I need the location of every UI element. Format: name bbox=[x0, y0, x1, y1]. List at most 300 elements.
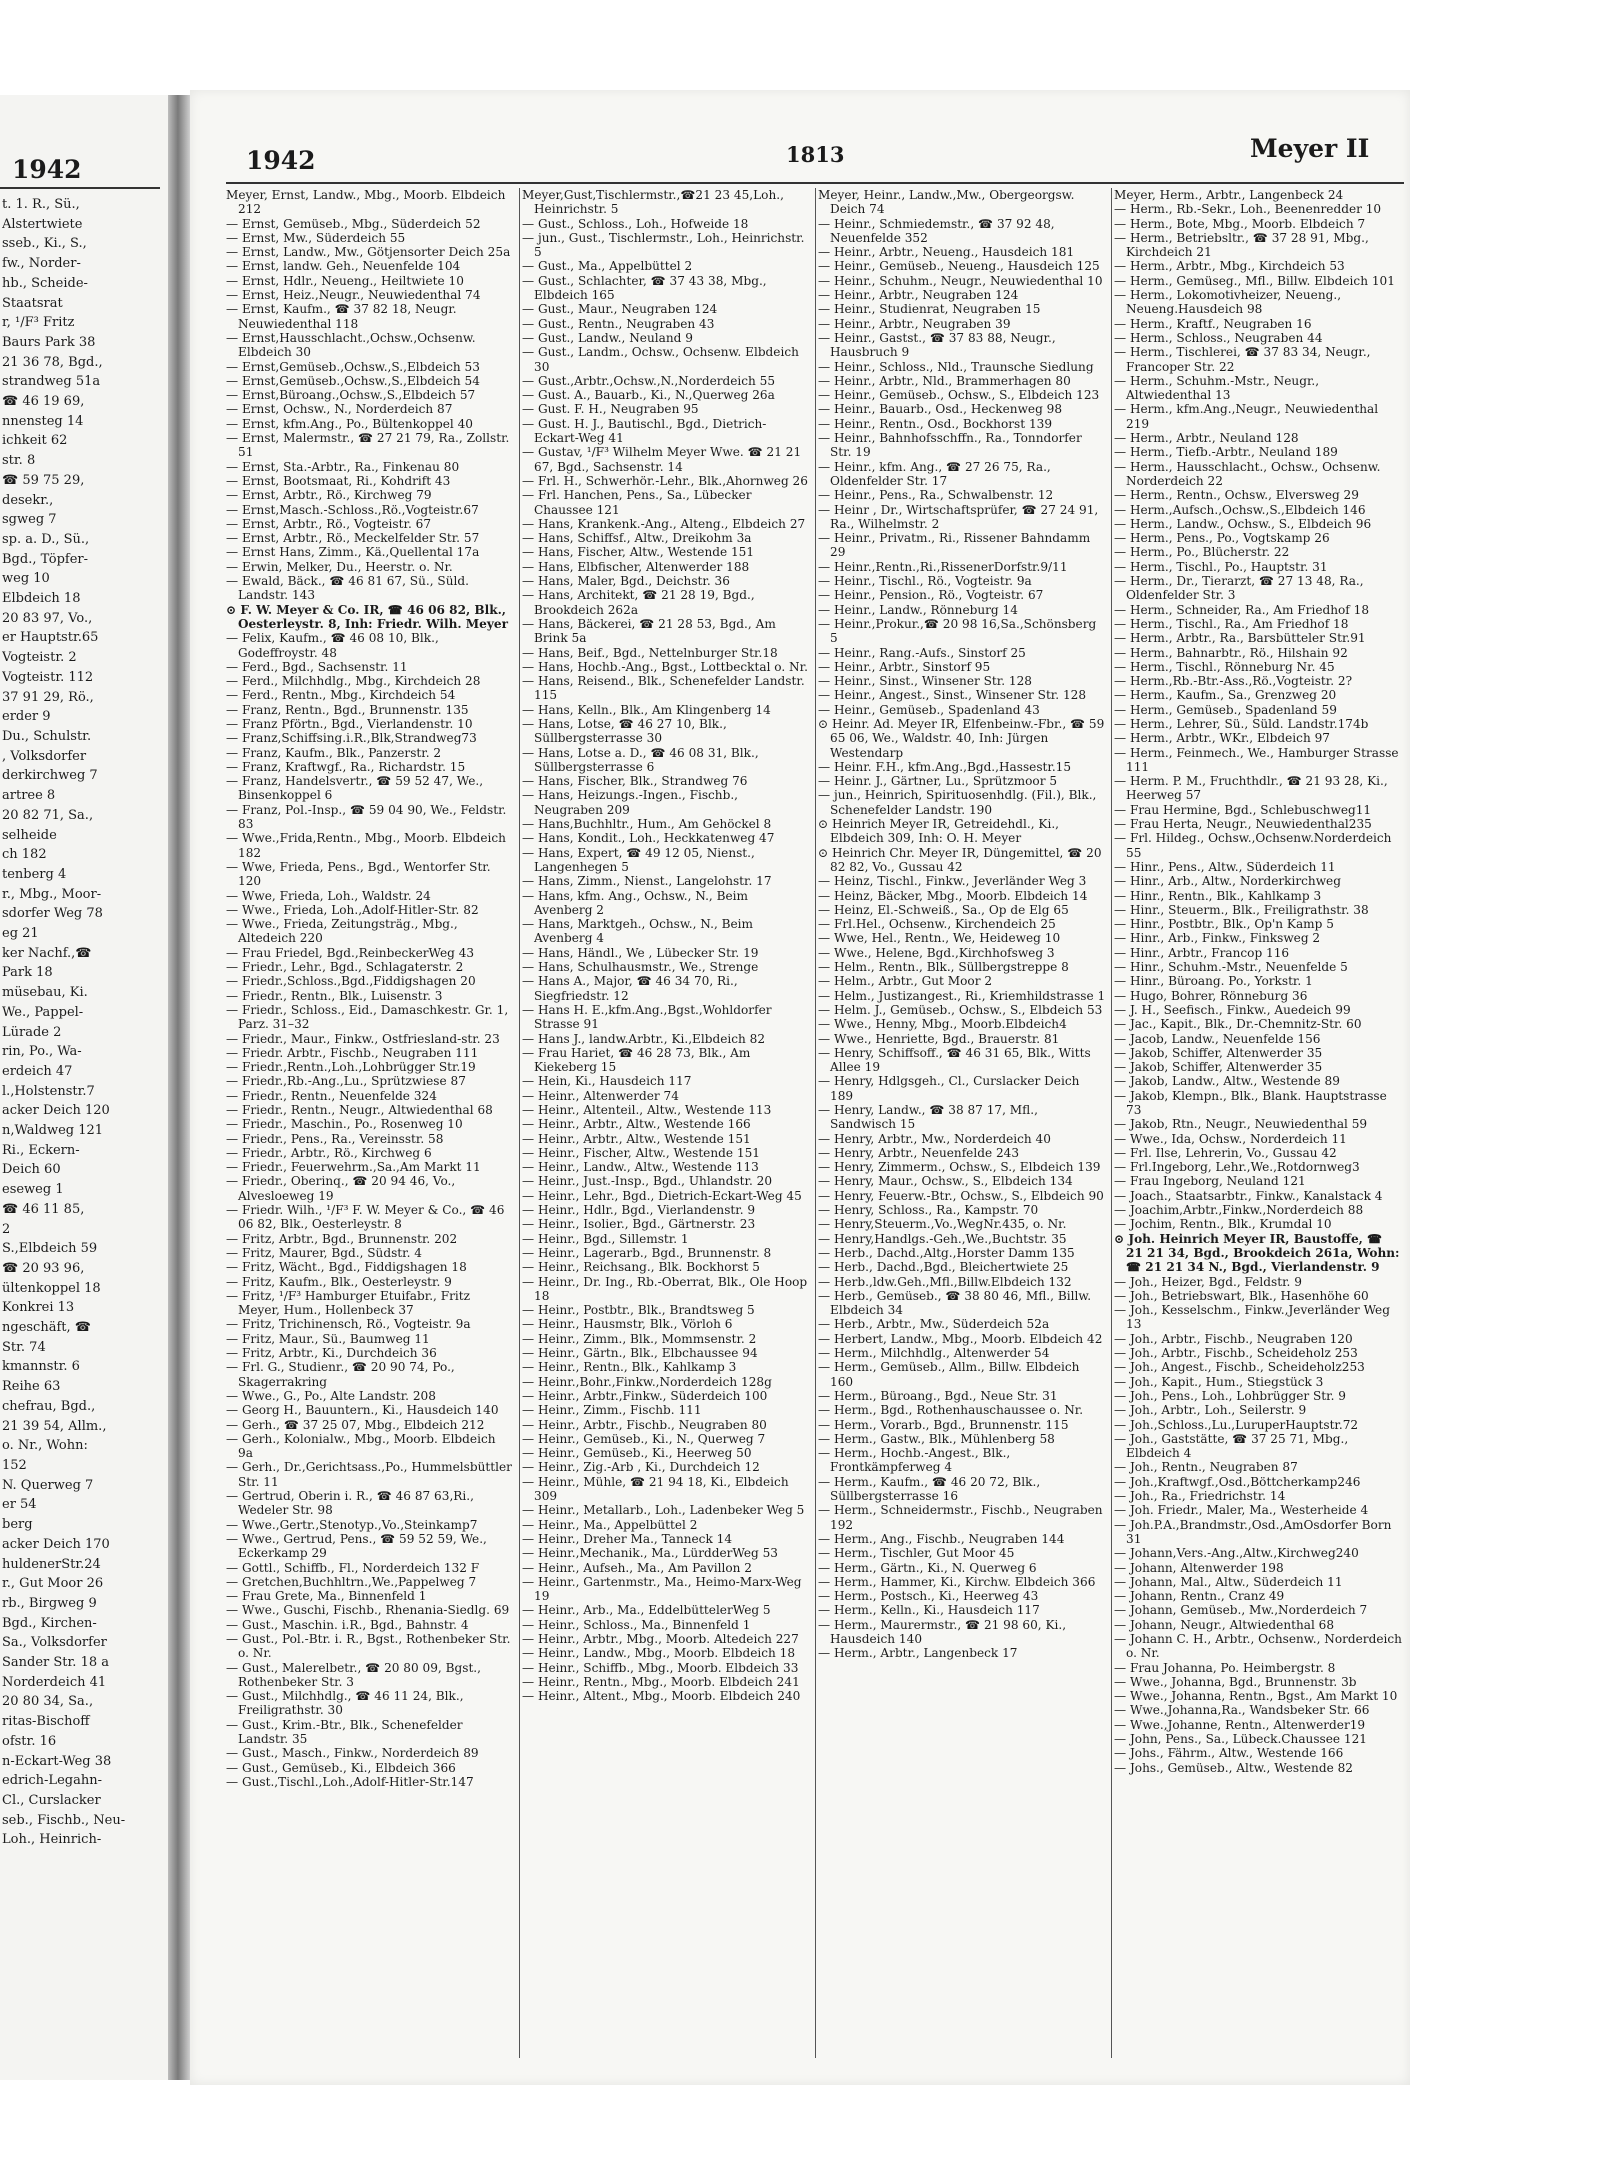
directory-entry: — Heinr., Dr. Ing., Rb.-Oberrat, Blk., Ole Hoop 18 bbox=[522, 1274, 808, 1303]
directory-entry: — Gust.,Arbtr.,Ochsw.,N.,Norderdeich 55 bbox=[522, 373, 776, 388]
left-page-line: ker Nachf.,☎ bbox=[2, 945, 92, 961]
directory-entry: — Herm., Arbtr., Mbg., Kirchdeich 53 bbox=[1114, 259, 1345, 274]
left-page-line: ültenkoppel 18 bbox=[2, 1280, 101, 1296]
directory-entry: — Herm., Betriebsltr., ☎ 37 28 91, Mbg., Kirchdeich 21 bbox=[1114, 230, 1369, 260]
directory-entry: — Friedr., Feuerwehrm.,Sa.,Am Markt 11 bbox=[226, 1160, 481, 1175]
directory-entry: — Heinr., Aufseh., Ma., Am Pavillon 2 bbox=[522, 1560, 752, 1575]
directory-entry: — Hans, Lotse, ☎ 46 27 10, Blk., Süllbergsterrasse 30 bbox=[522, 716, 727, 746]
directory-entry: — Gust., Ma., Appelbüttel 2 bbox=[522, 259, 693, 274]
directory-entry: — Hans, Lotse a. D., ☎ 46 08 31, Blk., Süllbergsterrasse 6 bbox=[522, 745, 759, 774]
directory-entry: — Wwe, Frieda, Pens., Bgd., Wentorfer Str. 120 bbox=[226, 859, 491, 889]
left-page-line: Reihe 63 bbox=[2, 1379, 61, 1395]
left-page-line: 20 82 71, Sa., bbox=[2, 807, 94, 823]
directory-entry: — Fritz, ¹/F³ Hamburger Etuifabr., Fritz Meyer, Hum., Hollenbeck 37 bbox=[226, 1288, 470, 1318]
directory-entry: — Frl.Ingeborg, Lehr.,We.,Rotdornweg3 bbox=[1114, 1160, 1360, 1175]
directory-entry: — Heinr., Arbtr., Sinstorf 95 bbox=[818, 659, 991, 674]
directory-entry: — jun., Gust., Tischlermstr., Loh., Heinrichstr. 5 bbox=[522, 230, 805, 260]
directory-column-4 bbox=[1114, 188, 1402, 2058]
directory-entry: — Heinr., Arbtr., Neugraben 124 bbox=[818, 288, 1019, 303]
directory-entry: — Heinr., Landw., Mbg., Moorb. Elbdeich 18 bbox=[522, 1646, 796, 1661]
page-number: 1813 bbox=[786, 142, 845, 167]
directory-entry: — Herm., Gemüseb., Allm., Billw. Elbdeich 160 bbox=[818, 1360, 1080, 1389]
left-page-line: hb., Scheide- bbox=[2, 275, 88, 291]
directory-entry: — Heinr., Sinst., Winsener Str. 128 bbox=[818, 674, 1033, 689]
left-page-header: 1942 bbox=[12, 155, 82, 184]
left-page-line: nnensteg 14 bbox=[2, 413, 84, 429]
directory-entry: — Herm.,Rb.-Btr.-Ass.,Rö.,Vogteistr. 2? bbox=[1114, 674, 1353, 689]
left-page-line: weg 10 bbox=[2, 571, 50, 587]
directory-entry: — Herm., Arbtr., Ra., Barsbütteler Str.91 bbox=[1114, 631, 1366, 646]
directory-entry: — Jac., Kapit., Blk., Dr.-Chemnitz-Str. 60 bbox=[1114, 1017, 1362, 1032]
left-page-line: eseweg 1 bbox=[2, 1182, 64, 1198]
directory-entry: — Gust., Masch., Finkw., Norderdeich 89 bbox=[226, 1746, 479, 1761]
directory-entry: — Frau Johanna, Po. Heimbergstr. 8 bbox=[1114, 1660, 1336, 1675]
directory-entry: — Franz, Pol.-Insp., ☎ 59 04 90, We., Feldstr. 83 bbox=[226, 802, 507, 832]
directory-entry: — Heinr., Zimm., Fischb. 111 bbox=[522, 1403, 702, 1418]
left-page-line: er 54 bbox=[2, 1497, 37, 1513]
left-page-line: ☎ 20 93 96, bbox=[2, 1260, 85, 1276]
directory-entry: — Herm., Kaufm., ☎ 46 20 72, Blk., Süllbergsterrasse 16 bbox=[818, 1474, 1041, 1504]
left-page-line: Norderdeich 41 bbox=[2, 1674, 107, 1690]
directory-entry: — Heinr., Zimm., Blk., Mommsenstr. 2 bbox=[522, 1331, 757, 1346]
directory-entry: — Henry, Landw., ☎ 38 87 17, Mfl., Sandwisch 15 bbox=[818, 1103, 1038, 1132]
left-page-line: derkirchweg 7 bbox=[2, 768, 98, 784]
directory-entry: — Joh., Kesselschm., Finkw.,Jeverländer Weg 13 bbox=[1114, 1303, 1390, 1332]
directory-entry: — Friedr., Rentn., Neugr., Altwiedenthal 68 bbox=[226, 1103, 493, 1117]
directory-entry: — Friedr., Rentn., Blk., Luisenstr. 3 bbox=[226, 988, 443, 1003]
directory-entry: — Ferd., Milchhdlg., Mbg., Kirchdeich 28 bbox=[226, 674, 481, 689]
directory-entry: — Herm., Gastw., Blk., Mühlenberg 58 bbox=[818, 1431, 1055, 1446]
directory-entry: — Hans, Hochb.-Ang., Bgst., Lottbecktal o. Nr. bbox=[522, 659, 808, 674]
directory-entry: — Frl.Hel., Ochsenw., Kirchendeich 25 bbox=[818, 917, 1056, 932]
directory-entry: — Heinr., Dreher Ma., Tanneck 14 bbox=[522, 1531, 733, 1546]
directory-entry: — Herm., Vorarb., Bgd., Brunnenstr. 115 bbox=[818, 1417, 1069, 1432]
left-page-line: sseb., Ki., S., bbox=[2, 236, 87, 252]
directory-entry: — Friedr.,Rentn.,Loh.,Lohbrügger Str.19 bbox=[226, 1060, 476, 1075]
directory-entry: Meyer,Gust,Tischlermstr.,☎21 23 45,Loh., Heinrichstr. 5 bbox=[522, 188, 784, 217]
directory-entry: — Henry, Arbtr., Mw., Norderdeich 40 bbox=[818, 1131, 1051, 1146]
directory-entry: — Wwe., Johanna, Rentn., Bgst., Am Markt 10 bbox=[1114, 1689, 1398, 1704]
directory-entry: — Hinr., Arbtr., Francop 116 bbox=[1114, 945, 1290, 960]
directory-entry: — Henry,Handlgs.-Geh.,We.,Buchtstr. 35 bbox=[818, 1231, 1067, 1246]
directory-entry: — Hans, Kondit., Loh., Heckkatenweg 47 bbox=[522, 831, 775, 846]
directory-entry: — Herm., Hausschlacht., Ochsw., Ochsenw. Norderdeich 22 bbox=[1114, 459, 1381, 488]
directory-entry: — Herm., Gemüseg., Mfl., Billw. Elbdeich 101 bbox=[1114, 273, 1395, 288]
directory-entry: — Ernst, Arbtr., Rö., Kirchweg 79 bbox=[226, 488, 432, 503]
left-page-line: ☎ 59 75 29, bbox=[2, 472, 85, 488]
directory-entry: — Ewald, Bäck., ☎ 46 81 67, Sü., Süld. Landstr. 143 bbox=[226, 574, 469, 603]
directory-entry: — Ferd., Rentn., Mbg., Kirchdeich 54 bbox=[226, 688, 456, 703]
directory-entry: — Frl. H., Schwerhör.-Lehr., Blk.,Ahornweg 26 bbox=[522, 473, 808, 488]
left-page-line: Lürade 2 bbox=[2, 1024, 62, 1040]
left-page-line: Str. 74 bbox=[2, 1339, 46, 1355]
left-page-line: 20 80 34, Sa., bbox=[2, 1694, 94, 1710]
directory-entry: — Ernst, Hdlr., Neueng., Heiltwiete 10 bbox=[226, 273, 464, 288]
directory-entry: — J. H., Seefisch., Finkw., Auedeich 99 bbox=[1114, 1002, 1351, 1017]
directory-entry: — Heinr., Landw., Rönneburg 14 bbox=[818, 602, 1018, 617]
directory-entry: — Heinr., Privatm., Ri., Rissener Bahndamm 29 bbox=[818, 531, 1091, 560]
directory-entry: — Hein, Ki., Hausdeich 117 bbox=[522, 1074, 692, 1089]
directory-entry: — Heinr., Schiffb., Mbg., Moorb. Elbdeich 33 bbox=[522, 1660, 799, 1675]
directory-entry: — Franz, Rentn., Bgd., Brunnenstr. 135 bbox=[226, 702, 469, 717]
directory-entry: — Jakob, Rtn., Neugr., Neuwiedenthal 59 bbox=[1114, 1117, 1368, 1132]
directory-entry: — Wwe.,Gertr.,Stenotyp.,Vo.,Steinkamp7 bbox=[226, 1517, 478, 1532]
directory-entry: — Herm., Po., Blücherstr. 22 bbox=[1114, 545, 1290, 560]
directory-entry: — Helm., Arbtr., Gut Moor 2 bbox=[818, 974, 993, 989]
directory-entry: — Wwe, Frieda, Loh., Waldstr. 24 bbox=[226, 888, 431, 903]
directory-entry: — Friedr., Maschin., Po., Rosenweg 10 bbox=[226, 1117, 463, 1132]
directory-entry: — Heinr., Arbtr., Mbg., Moorb. Altedeich 227 bbox=[522, 1631, 799, 1646]
column-divider bbox=[519, 188, 520, 2058]
directory-entry: — Herm., Postsch., Ki., Heerweg 43 bbox=[818, 1589, 1039, 1604]
left-page-line: edrich-Legahn- bbox=[2, 1773, 102, 1789]
left-page-line: ☎ 46 19 69, bbox=[2, 394, 85, 410]
directory-entry: — Heinr., Schloss., Ma., Binnenfeld 1 bbox=[522, 1617, 751, 1632]
left-page-line: n-Eckart-Weg 38 bbox=[2, 1753, 112, 1769]
left-page-line: r., Gut Moor 26 bbox=[2, 1576, 104, 1592]
directory-entry: — Herm., Lehrer, Sü., Süld. Landstr.174b bbox=[1114, 716, 1369, 731]
left-page-line: acker Deich 120 bbox=[2, 1103, 110, 1119]
directory-entry: — Heinr., Rentn., Mbg., Moorb. Elbdeich 241 bbox=[522, 1674, 800, 1689]
directory-entry: — Henry, Maur., Ochsw., S., Elbdeich 134 bbox=[818, 1174, 1073, 1189]
left-page-line: tenberg 4 bbox=[2, 866, 67, 882]
directory-entry: — Ernst, Ochsw., N., Norderdeich 87 bbox=[226, 402, 453, 417]
left-page-line: strandweg 51a bbox=[2, 374, 101, 390]
directory-entry: — Herb., Dachd.,Bgd., Bleichertwiete 25 bbox=[818, 1260, 1069, 1275]
directory-entry: — Heinr., Studienrat, Neugraben 15 bbox=[818, 302, 1041, 317]
directory-entry: — Henry, Schiffsoff., ☎ 46 31 65, Blk., Witts Allee 19 bbox=[818, 1045, 1091, 1075]
directory-column-1 bbox=[226, 188, 514, 2058]
directory-column-2 bbox=[522, 188, 810, 2058]
directory-entry: — Fritz, Trichinensch, Rö., Vogteistr. 9a bbox=[226, 1317, 471, 1332]
directory-entry: — Herm., Gemüseb., Spadenland 59 bbox=[1114, 702, 1337, 717]
column-divider bbox=[815, 188, 816, 2058]
directory-entry: — Herm., Tischl., Ra., Am Friedhof 18 bbox=[1114, 616, 1349, 631]
left-page-line: er Hauptstr.65 bbox=[2, 630, 99, 646]
directory-entry: — Gust., Pol.-Btr. i. R., Bgst., Rothenbeker Str. o. Nr. bbox=[226, 1631, 511, 1661]
directory-entry: — Henry,Steuerm.,Vo.,WegNr.435, o. Nr. bbox=[818, 1217, 1067, 1232]
left-page-line: Bgd., Kirchen- bbox=[2, 1615, 97, 1631]
directory-entry: ⊙ Joh. Heinrich Meyer ⅠR, Baustoffe, ☎ 21 21 34, Bgd., Brookdeich 261a, Wohn: ☎ 21 21 34 N., Bgd., Vierlandenstr. 9 bbox=[1114, 1231, 1400, 1275]
directory-entry: — Hans, Fischer, Altw., Westende 151 bbox=[522, 545, 755, 560]
directory-entry: — Herm., Arbtr., Neuland 128 bbox=[1114, 431, 1299, 446]
directory-entry: — Heinr., Reichsang., Blk. Bockhorst 5 bbox=[522, 1260, 760, 1275]
directory-entry: — Ernst,Masch.-Schloss.,Rö.,Vogteistr.67 bbox=[226, 502, 479, 517]
directory-entry: — Heinr., kfm. Ang., ☎ 27 26 75, Ra., Oldenfelder Str. 17 bbox=[818, 459, 1051, 488]
directory-entry: — Herm., Arbtr., WKr., Elbdeich 97 bbox=[1114, 731, 1330, 746]
directory-entry: — Joh., Arbtr., Loh., Seilerstr. 9 bbox=[1114, 1403, 1307, 1418]
directory-entry: — Heinr., Angest., Sinst., Winsener Str. 128 bbox=[818, 688, 1087, 703]
directory-entry: — Felix, Kaufm., ☎ 46 08 10, Blk., Godeffroystr. 48 bbox=[226, 631, 439, 660]
left-page-line: Du., Schulstr. bbox=[2, 728, 92, 744]
directory-entry: — Heinr., Hausmstr, Blk., Vörloh 6 bbox=[522, 1317, 733, 1332]
directory-entry: — Heinr , Dr., Wirtschaftsprüfer, ☎ 27 24 91, Ra., Wilhelmstr. 2 bbox=[818, 502, 1099, 531]
directory-entry: — Ernst, Gemüseb., Mbg., Süderdeich 52 bbox=[226, 216, 481, 231]
directory-entry: — Heinr., Rentn., Osd., Bockhorst 139 bbox=[818, 416, 1053, 431]
directory-entry: — Herm., Lokomotivheizer, Neueng., Neueng.Hausdeich 98 bbox=[1114, 288, 1342, 317]
directory-entry: — Joachim,Arbtr.,Finkw.,Norderdeich 88 bbox=[1114, 1203, 1364, 1218]
directory-entry: — Herm., Tiefb.-Arbtr., Neuland 189 bbox=[1114, 445, 1338, 460]
directory-entry: — Ernst Hans, Zimm., Kä.,Quellental 17a bbox=[226, 545, 480, 560]
left-page-line: t. 1. R., Sü., bbox=[2, 197, 80, 212]
directory-entry: — Frl. G., Studienr., ☎ 20 90 74, Po., Skagerrakring bbox=[226, 1360, 455, 1389]
directory-entry: — Hans, Schulhausmstr., We., Strenge bbox=[522, 960, 759, 975]
directory-entry: — Ernst, Arbtr., Rö., Meckelfelder Str. 57 bbox=[226, 531, 480, 546]
directory-entry: — Wwe., Frieda, Loh.,Adolf-Hitler-Str. 82 bbox=[226, 902, 479, 917]
scan-top-margin bbox=[0, 0, 1600, 60]
directory-entry: — Herm., Bahnarbtr., Rö., Hilshain 92 bbox=[1114, 645, 1348, 660]
directory-entry: — Heinr., Gemüseb., Ki., N., Querweg 7 bbox=[522, 1431, 766, 1446]
directory-entry: — Herm., Ang., Fischb., Neugraben 144 bbox=[818, 1531, 1065, 1546]
directory-entry: — Wwe., Henriette, Bgd., Brauerstr. 81 bbox=[818, 1031, 1060, 1046]
directory-entry: Meyer, Ernst, Landw., Mbg., Moorb. Elbdeich 212 bbox=[226, 188, 506, 217]
directory-entry: — Ernst, Landw., Mw., Götjensorter Deich 25a bbox=[226, 245, 511, 260]
directory-entry: — Friedr. Arbtr., Fischb., Neugraben 111 bbox=[226, 1045, 479, 1060]
left-page-line: rin, Po., Wa- bbox=[2, 1044, 82, 1060]
directory-entry: — Helm., Rentn., Blk., Süllbergstreppe 8 bbox=[818, 960, 1069, 975]
left-page-line: fw., Norder- bbox=[2, 256, 81, 272]
directory-entry: — Herm., Dr., Tierarzt, ☎ 27 13 48, Ra., Oldenfelder Str. 3 bbox=[1114, 574, 1364, 603]
left-page-line: 152 bbox=[2, 1458, 27, 1473]
page-header-year: 1942 bbox=[246, 146, 316, 175]
directory-entry: — Joh., Rentn., Neugraben 87 bbox=[1114, 1460, 1298, 1475]
left-page-line: seb., Fischb., Neu- bbox=[2, 1812, 126, 1828]
directory-entry: — Friedr., Oberinq., ☎ 20 94 46, Vo., Alvesloeweg 19 bbox=[226, 1174, 456, 1203]
directory-entry: — Fritz, Wächt., Bgd., Fiddigshagen 18 bbox=[226, 1260, 467, 1275]
directory-entry: — Fritz, Kaufm., Blk., Oesterleystr. 9 bbox=[226, 1274, 452, 1289]
left-page-line: 21 39 54, Allm., bbox=[2, 1418, 107, 1434]
left-page-line: selheide bbox=[2, 827, 57, 843]
directory-entry: ⊙ F. W. Meyer & Co. ⅠR, ☎ 46 06 82, Blk., Oesterleystr. 8, Inh: Friedr. Wilh. Meyer bbox=[226, 602, 508, 631]
directory-entry: — Heinr., Arbtr., Nld., Brammerhagen 80 bbox=[818, 373, 1071, 388]
directory-entry: — Johann, Altenwerder 198 bbox=[1114, 1560, 1284, 1575]
directory-entry: — Johann, Neugr., Altwiedenthal 68 bbox=[1114, 1617, 1335, 1632]
directory-entry: — Heinr., Pens., Ra., Schwalbenstr. 12 bbox=[818, 488, 1054, 503]
directory-entry: — Johann, Mal., Altw., Süderdeich 11 bbox=[1114, 1574, 1343, 1589]
directory-entry: — Heinr., Tischl., Rö., Vogteistr. 9a bbox=[818, 574, 1032, 589]
directory-entry: — Heinr., Lagerarb., Bgd., Brunnenstr. 8 bbox=[522, 1245, 772, 1260]
directory-entry: — Gust., Schloss., Loh., Hofweide 18 bbox=[522, 216, 749, 231]
directory-entry: — Johann C. H., Arbtr., Ochsenw., Norderdeich o. Nr. bbox=[1114, 1631, 1402, 1661]
left-page-line: eg 21 bbox=[2, 926, 39, 942]
directory-entry: — Herm., Maurermstr., ☎ 21 98 60, Ki., Hausdeich 140 bbox=[818, 1617, 1067, 1646]
directory-entry: — Jakob, Klempn., Blk., Blank. Hauptstrasse 73 bbox=[1114, 1088, 1387, 1117]
left-page-line: berg bbox=[2, 1517, 33, 1533]
directory-entry: — Hinr., Postbtr., Blk., Op'n Kamp 5 bbox=[1114, 917, 1334, 932]
left-page-line: kmannstr. 6 bbox=[2, 1359, 80, 1375]
directory-entry: — Herm., Feinmech., We., Hamburger Strasse 111 bbox=[1114, 745, 1399, 774]
directory-entry: — Heinr., Arbtr., Neugraben 39 bbox=[818, 316, 1011, 331]
directory-entry: — Ernst, Heiz.,Neugr., Neuwiedenthal 74 bbox=[226, 288, 481, 303]
directory-entry: — Heinr., Altent., Mbg., Moorb. Elbdeich 240 bbox=[522, 1689, 801, 1704]
directory-entry: ⊙ Heinrich Meyer ⅠR, Getreidehdl., Ki., Elbdeich 309, Inh: O. H. Meyer bbox=[818, 817, 1060, 846]
directory-entry: — Friedr.,Schloss.,Bgd.,Fiddigshagen 20 bbox=[226, 974, 476, 989]
directory-entry: — Heinr., Rentn., Blk., Kahlkamp 3 bbox=[522, 1360, 737, 1375]
directory-entry: — Wwe., G., Po., Alte Landstr. 208 bbox=[226, 1388, 436, 1403]
directory-entry: — jun., Heinrich, Spirituosenhdlg. (Fil.), Blk., Schenefelder Landstr. 190 bbox=[818, 788, 1097, 817]
directory-entry: — Heinr., Bauarb., Osd., Heckenweg 98 bbox=[818, 402, 1063, 417]
directory-entry: — Herbert, Landw., Mbg., Moorb. Elbdeich 42 bbox=[818, 1331, 1103, 1346]
directory-entry: — Helm., Justizangest., Ri., Kriemhildstrasse 1 bbox=[818, 988, 1106, 1003]
directory-entry: — Hans, Marktgeh., Ochsw., N., Beim Avenberg 4 bbox=[522, 917, 754, 946]
directory-entry: — Heinr., Pension., Rö., Vogteistr. 67 bbox=[818, 588, 1044, 603]
directory-entry: — Hans,Buchhltr., Hum., Am Gehöckel 8 bbox=[522, 817, 772, 832]
directory-entry: — Jakob, Schiffer, Altenwerder 35 bbox=[1114, 1045, 1323, 1060]
directory-entry: — Herm., Tischl., Po., Hauptstr. 31 bbox=[1114, 559, 1328, 574]
left-page-line: müsebau, Ki. bbox=[2, 985, 88, 1001]
directory-entry: — Wwe., Frieda, Zeitungsträg., Mbg., Altedeich 220 bbox=[226, 917, 458, 946]
directory-entry: — Ernst,Gemüseb.,Ochsw.,S.,Elbdeich 53 bbox=[226, 359, 480, 374]
directory-entry: — Heinr., Gartenmstr., Ma., Heimo-Marx-Weg 19 bbox=[522, 1574, 802, 1604]
directory-entry: — Herm., Pens., Po., Vogtskamp 26 bbox=[1114, 531, 1330, 546]
directory-entry: — Herm., Schuhm.-Mstr., Neugr., Altwiedenthal 13 bbox=[1114, 373, 1320, 403]
directory-entry: — Herm., Gärtn., Ki., N. Querweg 6 bbox=[818, 1560, 1037, 1575]
directory-entry: — Heinr., Altenteil., Altw., Westende 113 bbox=[522, 1103, 772, 1117]
directory-entry: — Heinr., Arbtr., Fischb., Neugraben 80 bbox=[522, 1417, 767, 1432]
directory-entry: — Henry, Schloss., Ra., Kampstr. 70 bbox=[818, 1203, 1039, 1218]
book-gutter bbox=[168, 95, 190, 2080]
directory-entry: — Herm., Hochb.-Angest., Blk., Frontkämpferweg 4 bbox=[818, 1446, 1011, 1475]
left-page-line: Park 18 bbox=[2, 965, 53, 981]
directory-entry: — Hans, Reisend., Blk., Schenefelder Landstr. 115 bbox=[522, 674, 805, 703]
left-page-line: 37 91 29, Rö., bbox=[2, 689, 94, 705]
directory-entry: — Heinr., Just.-Insp., Bgd., Uhlandstr. 20 bbox=[522, 1174, 773, 1189]
directory-entry: — Heinr.,Rentn.,Ri.,RissenerDorfstr.9/11 bbox=[818, 559, 1068, 574]
directory-entry: — Johann, Rentn., Cranz 49 bbox=[1114, 1589, 1285, 1604]
left-page-line: Staatsrat bbox=[2, 295, 63, 311]
directory-entry: — Joach., Staatsarbtr., Finkw., Kanalstack 4 bbox=[1114, 1188, 1383, 1203]
directory-entry: — Heinr., Zig.-Arb , Ki., Durchdeich 12 bbox=[522, 1460, 760, 1475]
directory-entry: — Ernst, landw. Geh., Neuenfelde 104 bbox=[226, 259, 461, 274]
directory-entry: — Ernst,Büroang.,Ochsw.,S.,Elbdeich 57 bbox=[226, 388, 476, 403]
directory-column-3 bbox=[818, 188, 1106, 2058]
directory-entry: ⊙ Heinrich Chr. Meyer ⅠR, Düngemittel, ☎ 20 82 82, Vo., Gussau 42 bbox=[818, 845, 1102, 874]
header-rule bbox=[226, 182, 1404, 184]
left-page-line: Bgd., Töpfer- bbox=[2, 551, 89, 567]
directory-entry: — Wwe., Guschi, Fischb., Rhenania-Siedlg. 69 bbox=[226, 1603, 510, 1618]
directory-entry: — Hans, Händl., We , Lübecker Str. 19 bbox=[522, 945, 759, 960]
directory-entry: — Joh.,Kraftwgf.,Osd.,Böttcherkamp246 bbox=[1114, 1474, 1361, 1489]
directory-entry: — Gust., Krim.-Btr., Blk., Schenefelder Landstr. 35 bbox=[226, 1717, 463, 1747]
directory-entry: — Herm., Landw., Ochsw., S., Elbdeich 96 bbox=[1114, 516, 1372, 531]
directory-entry: — Fritz, Arbtr., Ki., Durchdeich 36 bbox=[226, 1346, 437, 1361]
directory-entry: — Hinr., Schuhm.-Mstr., Neuenfelde 5 bbox=[1114, 960, 1348, 975]
directory-entry: — Joh.,Schloss.,Lu.,LuruperHauptstr.72 bbox=[1114, 1417, 1359, 1432]
directory-page bbox=[190, 90, 1410, 2085]
left-page-line: Deich 60 bbox=[2, 1162, 61, 1178]
directory-entry: — Heinr., Hdlr., Bgd., Vierlandenstr. 9 bbox=[522, 1203, 756, 1218]
directory-entry: — Heinr., Isolier., Bgd., Gärtnerstr. 23 bbox=[522, 1217, 756, 1232]
directory-entry: — Herm., Schloss., Neugraben 44 bbox=[1114, 330, 1323, 345]
directory-entry: — Jakob, Schiffer, Altenwerder 35 bbox=[1114, 1060, 1323, 1075]
directory-entry: — Ernst, kfm.Ang., Po., Bültenkoppel 40 bbox=[226, 416, 473, 431]
directory-entry: — Heinr., Bahnhofsschffn., Ra., Tonndorfer Str. 19 bbox=[818, 431, 1082, 460]
directory-entry: — Frau Hariet, ☎ 46 28 73, Blk., Am Kiekeberg 15 bbox=[522, 1045, 751, 1075]
left-page-line: acker Deich 170 bbox=[2, 1536, 110, 1552]
directory-entry: — Johann, Gemüseb., Mw.,Norderdeich 7 bbox=[1114, 1603, 1368, 1618]
directory-entry: — Gertrud, Oberin i. R., ☎ 46 87 63,Ri., Wedeler Str. 98 bbox=[226, 1489, 474, 1518]
directory-entry: — Herm., Hammer, Ki., Kirchw. Elbdeich 366 bbox=[818, 1574, 1096, 1589]
directory-entry: — Gust., Schlachter, ☎ 37 43 38, Mbg., Elbdeich 165 bbox=[522, 273, 767, 303]
directory-entry: — Henry, Zimmerm., Ochsw., S., Elbdeich 139 bbox=[818, 1160, 1101, 1175]
directory-entry: — Hans, Heizungs.-Ingen., Fischb., Neugraben 209 bbox=[522, 788, 739, 817]
directory-entry: — Heinr., Ma., Appelbüttel 2 bbox=[522, 1517, 698, 1532]
directory-entry: — Heinr., Arbtr.,Finkw., Süderdeich 100 bbox=[522, 1388, 768, 1403]
left-page-fragment bbox=[0, 95, 168, 2080]
directory-entry: — Wwe, Hel., Rentn., We, Heideweg 10 bbox=[818, 931, 1061, 946]
directory-entry: — Heinr., Schuhm., Neugr., Neuwiedenthal 10 bbox=[818, 273, 1103, 288]
directory-entry: — Jakob, Landw., Altw., Westende 89 bbox=[1114, 1074, 1340, 1089]
directory-entry: — Herm., Kelln., Ki., Hausdeich 117 bbox=[818, 1603, 1040, 1618]
directory-entry: — Herb., Gemüseb., ☎ 38 80 46, Mfl., Billw. Elbdeich 34 bbox=[818, 1288, 1092, 1318]
directory-entry: — Gustav, ¹/F³ Wilhelm Meyer Wwe. ☎ 21 21 67, Bgd., Sachsenstr. 14 bbox=[522, 445, 802, 474]
directory-entry: — Friedr. Wilh., ¹/F³ F. W. Meyer & Co., ☎ 46 06 82, Blk., Oesterleystr. 8 bbox=[226, 1203, 505, 1232]
directory-entry: — Ferd., Bgd., Sachsenstr. 11 bbox=[226, 659, 408, 674]
left-page-line: Elbdeich 18 bbox=[2, 591, 81, 607]
directory-entry: — Hans, Bäckerei, ☎ 21 28 53, Bgd., Am Brink 5a bbox=[522, 616, 776, 646]
directory-entry: — Heinr. J., Gärtner, Lu., Sprützmoor 5 bbox=[818, 774, 1058, 789]
directory-entry: — Friedr., Lehr., Bgd., Schlagaterstr. 2 bbox=[226, 960, 464, 975]
directory-entry: — Heinr., Rang.-Aufs., Sinstorf 25 bbox=[818, 645, 1026, 660]
directory-entry: — Gust. F. H., Neugraben 95 bbox=[522, 402, 699, 417]
directory-entry: — Frau Friedel, Bgd.,ReinbeckerWeg 43 bbox=[226, 945, 475, 960]
directory-entry: — Herm., Rb.-Sekr., Loh., Beenenredder 10 bbox=[1114, 202, 1382, 217]
left-page-line: S.,Elbdeich 59 bbox=[2, 1241, 98, 1257]
directory-entry: — Heinr., Gemüseb., Ki., Heerweg 50 bbox=[522, 1446, 752, 1461]
directory-entry: — Herm., Tischler, Gut Moor 45 bbox=[818, 1546, 1015, 1561]
directory-entry: — Herm., Schneidermstr., Fischb., Neugraben 192 bbox=[818, 1503, 1103, 1532]
directory-entry: — Gust., Milchhdlg., ☎ 46 11 24, Blk., Freiligrathstr. 30 bbox=[226, 1689, 464, 1718]
left-page-line: We., Pappel- bbox=[2, 1004, 84, 1020]
directory-entry: — Friedr., Maur., Finkw., Ostfriesland-str. 23 bbox=[226, 1031, 500, 1046]
directory-entry: — Hinr., Arb., Altw., Norderkirchweg bbox=[1114, 874, 1341, 889]
directory-entry: — Heinr., Metallarb., Loh., Ladenbeker Weg 5 bbox=[522, 1503, 805, 1518]
directory-entry: — Jochim, Rentn., Blk., Krumdal 10 bbox=[1114, 1217, 1332, 1232]
directory-entry: — Gust., Landm., Ochsw., Ochsenw. Elbdeich 30 bbox=[522, 345, 799, 374]
left-page-line: r., Mbg., Moor- bbox=[2, 886, 102, 902]
directory-entry: — Heinr., Mühle, ☎ 21 94 18, Ki., Elbdeich 309 bbox=[522, 1474, 789, 1504]
directory-entry: — Gust., Rentn., Neugraben 43 bbox=[522, 316, 715, 331]
left-page-line: erder 9 bbox=[2, 709, 51, 725]
left-page-line: sp. a. D., Sü., bbox=[2, 531, 90, 547]
left-page-line: desekr., bbox=[2, 492, 54, 508]
directory-entry: — Wwe.,Frida,Rentn., Mbg., Moorb. Elbdeich 182 bbox=[226, 831, 506, 860]
left-page-line: r, ¹/F³ Fritz bbox=[2, 315, 75, 331]
directory-entry: — Heinr., Arb., Ma., EddelbüttelerWeg 5 bbox=[522, 1603, 771, 1618]
directory-entry: — Ernst, Kaufm., ☎ 37 82 18, Neugr. Neuwiedenthal 118 bbox=[226, 302, 457, 331]
directory-entry: — Henry, Hdlgsgeh., Cl., Curslacker Deich 189 bbox=[818, 1074, 1080, 1103]
directory-entry: — Herb., Dachd.,Altg.,Horster Damm 135 bbox=[818, 1245, 1075, 1260]
directory-entry: — Georg H., Bauuntern., Ki., Hausdeich 140 bbox=[226, 1403, 499, 1418]
left-page-lines bbox=[2, 195, 164, 1850]
left-page-line: sdorfer Weg 78 bbox=[2, 906, 103, 922]
directory-entry: — Herm., Kaufm., Sa., Grenzweg 20 bbox=[1114, 688, 1337, 703]
directory-entry: — Friedr., Arbtr., Rö., Kirchweg 6 bbox=[226, 1145, 432, 1160]
directory-entry: — Friedr., Schloss., Eid., Damaschkestr. Gr. 1, Parz. 31–32 bbox=[226, 1002, 509, 1032]
left-page-line: huldenerStr.24 bbox=[2, 1556, 101, 1572]
left-page-line: Alstertwiete bbox=[2, 216, 83, 232]
directory-entry: — Hans, Fischer, Blk., Strandweg 76 bbox=[522, 774, 748, 789]
directory-entry: — Gust., Landw., Neuland 9 bbox=[522, 330, 693, 345]
directory-entry: — Herm., Kraftf., Neugraben 16 bbox=[1114, 316, 1312, 331]
directory-entry: — Heinr., Lehr., Bgd., Dietrich-Eckart-Weg 45 bbox=[522, 1188, 802, 1203]
directory-entry: — Helm. J., Gemüseb., Ochsw., S., Elbdeich 53 bbox=[818, 1002, 1103, 1017]
directory-entry: — Heinr.,Bohr.,Finkw.,Norderdeich 128g bbox=[522, 1374, 772, 1389]
directory-entry: — Gerh., ☎ 37 25 07, Mbg., Elbdeich 212 bbox=[226, 1417, 485, 1432]
directory-entry: — Gerh., Kolonialw., Mbg., Moorb. Elbdeich 9a bbox=[226, 1431, 496, 1461]
directory-entry: — Ernst, Sta.-Arbtr., Ra., Finkenau 80 bbox=[226, 459, 460, 474]
left-page-line: ofstr. 16 bbox=[2, 1733, 57, 1749]
